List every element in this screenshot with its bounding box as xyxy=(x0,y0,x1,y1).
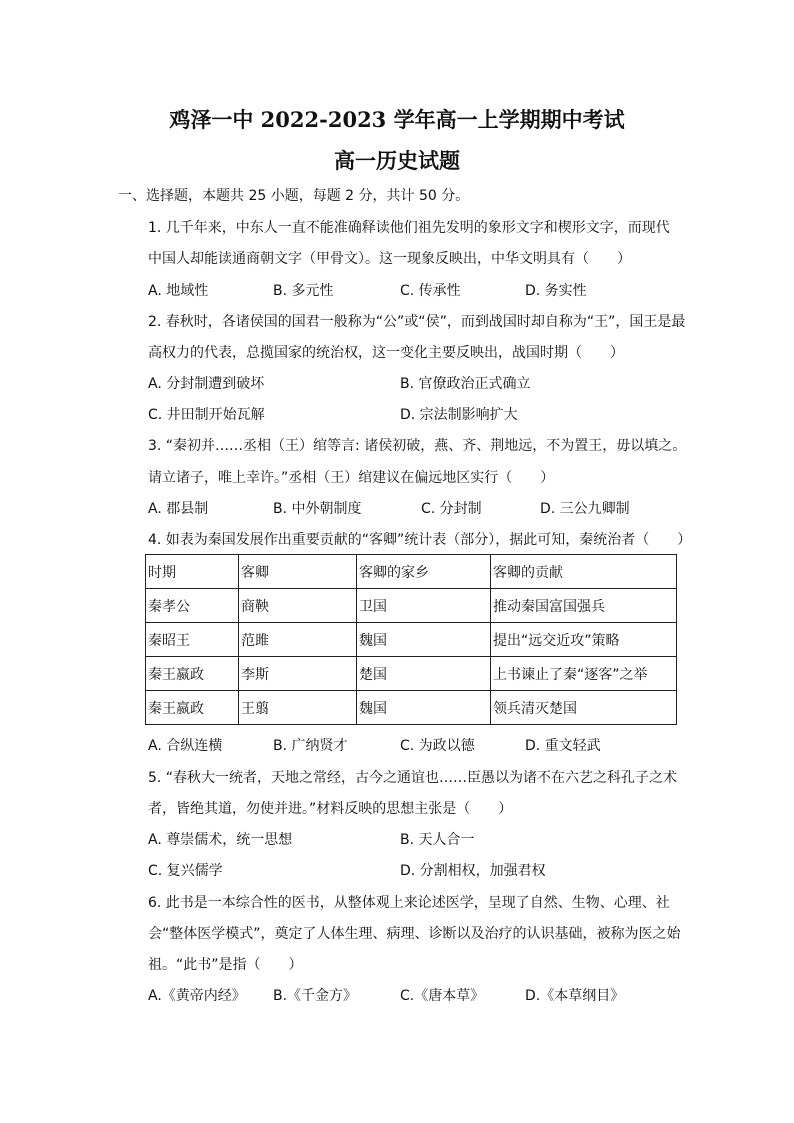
table-header-cell: 客卿的家乡 xyxy=(357,555,491,589)
q6-text-line: 会“整体医学模式”，奠定了人体生理、病理、诊断以及治疗的认识基础，被称为医之始 xyxy=(148,926,681,942)
table-row xyxy=(146,589,677,623)
q3-option-b: B. 中外朝制度 xyxy=(273,501,362,517)
table-cell: 上书谏止了秦“逐客”之举 xyxy=(491,657,677,691)
q6-option-b: B.《千金方》 xyxy=(273,988,358,1004)
table-header-cell: 客卿 xyxy=(239,555,357,589)
table-cell: 魏国 xyxy=(357,623,491,657)
table-header-cell: 客卿的贡献 xyxy=(491,555,677,589)
q5-text-line: 者，皆绝其道，勿使并进。”材料反映的思想主张是（ ） xyxy=(148,801,513,817)
q5-option-d: D. 分割相权，加强君权 xyxy=(400,863,546,879)
q4-text-line: 4. 如表为秦国发展作出重要贡献的“客卿”统计表（部分），据此可知，秦统治者（ ） xyxy=(148,532,692,548)
table-cell: 领兵清灭楚国 xyxy=(491,691,677,725)
q1-text-line: 1. 几千年来，中东人一直不能准确释读他们祖先发明的象形文字和楔形文字，而现代 xyxy=(148,220,670,236)
q3-text-line: 3. “秦初并……丞相（王）绾等言: 诸侯初破，燕、齐、荆地远，不为置王，毋以填之。 xyxy=(148,438,687,454)
q1-text-line: 中国人却能读通商朝文字（甲骨文）。这一现象反映出，中华文明具有（ ） xyxy=(148,251,631,267)
q4-option-b: B. 广纳贤才 xyxy=(273,738,348,754)
table-cell: 提出“远交近攻”策略 xyxy=(491,623,677,657)
q2-option-d: D. 宗法制影响扩大 xyxy=(400,407,518,423)
q1-option-c: C. 传承性 xyxy=(400,283,461,299)
table-cell: 秦孝公 xyxy=(146,589,239,623)
q6-text-line: 6. 此书是一本综合性的医书，从整体观上来论述医学，呈现了自然、生物、心理、社 xyxy=(148,895,670,911)
table-cell: 李斯 xyxy=(239,657,357,691)
q5-option-c: C. 复兴儒学 xyxy=(148,863,223,879)
table-cell: 商鞅 xyxy=(239,589,357,623)
exam-subtitle: 高一历史试题 xyxy=(334,148,460,173)
table-cell: 范雎 xyxy=(239,623,357,657)
table-row xyxy=(146,623,677,657)
table-cell: 卫国 xyxy=(357,589,491,623)
table-cell: 推动秦国富国强兵 xyxy=(491,589,677,623)
q1-option-d: D. 务实性 xyxy=(525,283,587,299)
q4-option-d: D. 重文轻武 xyxy=(525,738,601,754)
q5-option-b: B. 天人合一 xyxy=(400,832,475,848)
table-row xyxy=(146,691,677,725)
table-cell: 楚国 xyxy=(357,657,491,691)
q3-option-c: C. 分封制 xyxy=(421,501,482,517)
table-cell: 秦王嬴政 xyxy=(146,657,239,691)
q2-text-line: 高权力的代表，总揽国家的统治权，这一变化主要反映出，战国时期（ ） xyxy=(148,345,624,361)
table-cell: 王翦 xyxy=(239,691,357,725)
q6-text-line: 祖。“此书”是指（ ） xyxy=(148,957,303,973)
q2-option-a: A. 分封制遭到破坏 xyxy=(148,376,265,392)
q6-option-d: D.《本草纲目》 xyxy=(525,988,625,1004)
table-header-cell: 时期 xyxy=(146,555,239,589)
q2-option-c: C. 井田制开始瓦解 xyxy=(148,407,265,423)
table-cell: 秦王嬴政 xyxy=(146,691,239,725)
q5-text-line: 5. “春秋大一统者，天地之常经，古今之通谊也……臣愚以为诸不在六艺之科孔子之术 xyxy=(148,770,678,786)
table-cell: 秦昭王 xyxy=(146,623,239,657)
guest-minister-table xyxy=(145,554,677,725)
q6-option-c: C.《唐本草》 xyxy=(400,988,485,1004)
table-header-row xyxy=(146,555,677,589)
table-cell: 魏国 xyxy=(357,691,491,725)
q3-text-line: 请立诸子，唯上幸许。”丞相（王）绾建议在偏远地区实行（ ） xyxy=(148,470,555,486)
q2-option-b: B. 官僚政治正式确立 xyxy=(400,376,531,392)
table-row xyxy=(146,657,677,691)
q2-text-line: 2. 春秋时，各诸侯国的国君一般称为“公”或“侯”，而到战国时却自称为“王”，国王是最 xyxy=(148,314,686,330)
q3-option-a: A. 郡县制 xyxy=(148,501,209,517)
q1-option-b: B. 多元性 xyxy=(273,283,334,299)
q6-option-a: A.《黄帝内经》 xyxy=(148,988,246,1004)
q5-option-a: A. 尊崇儒术，统一思想 xyxy=(148,832,293,848)
q3-option-d: D. 三公九卿制 xyxy=(540,501,630,517)
section-heading: 一、选择题，本题共 25 小题，每题 2 分，共计 50 分。 xyxy=(118,188,470,204)
exam-title: 鸡泽一中 2022-2023 学年高一上学期期中考试 xyxy=(169,107,625,132)
q4-option-a: A. 合纵连横 xyxy=(148,738,223,754)
q1-option-a: A. 地域性 xyxy=(148,283,209,299)
q4-option-c: C. 为政以德 xyxy=(400,738,475,754)
